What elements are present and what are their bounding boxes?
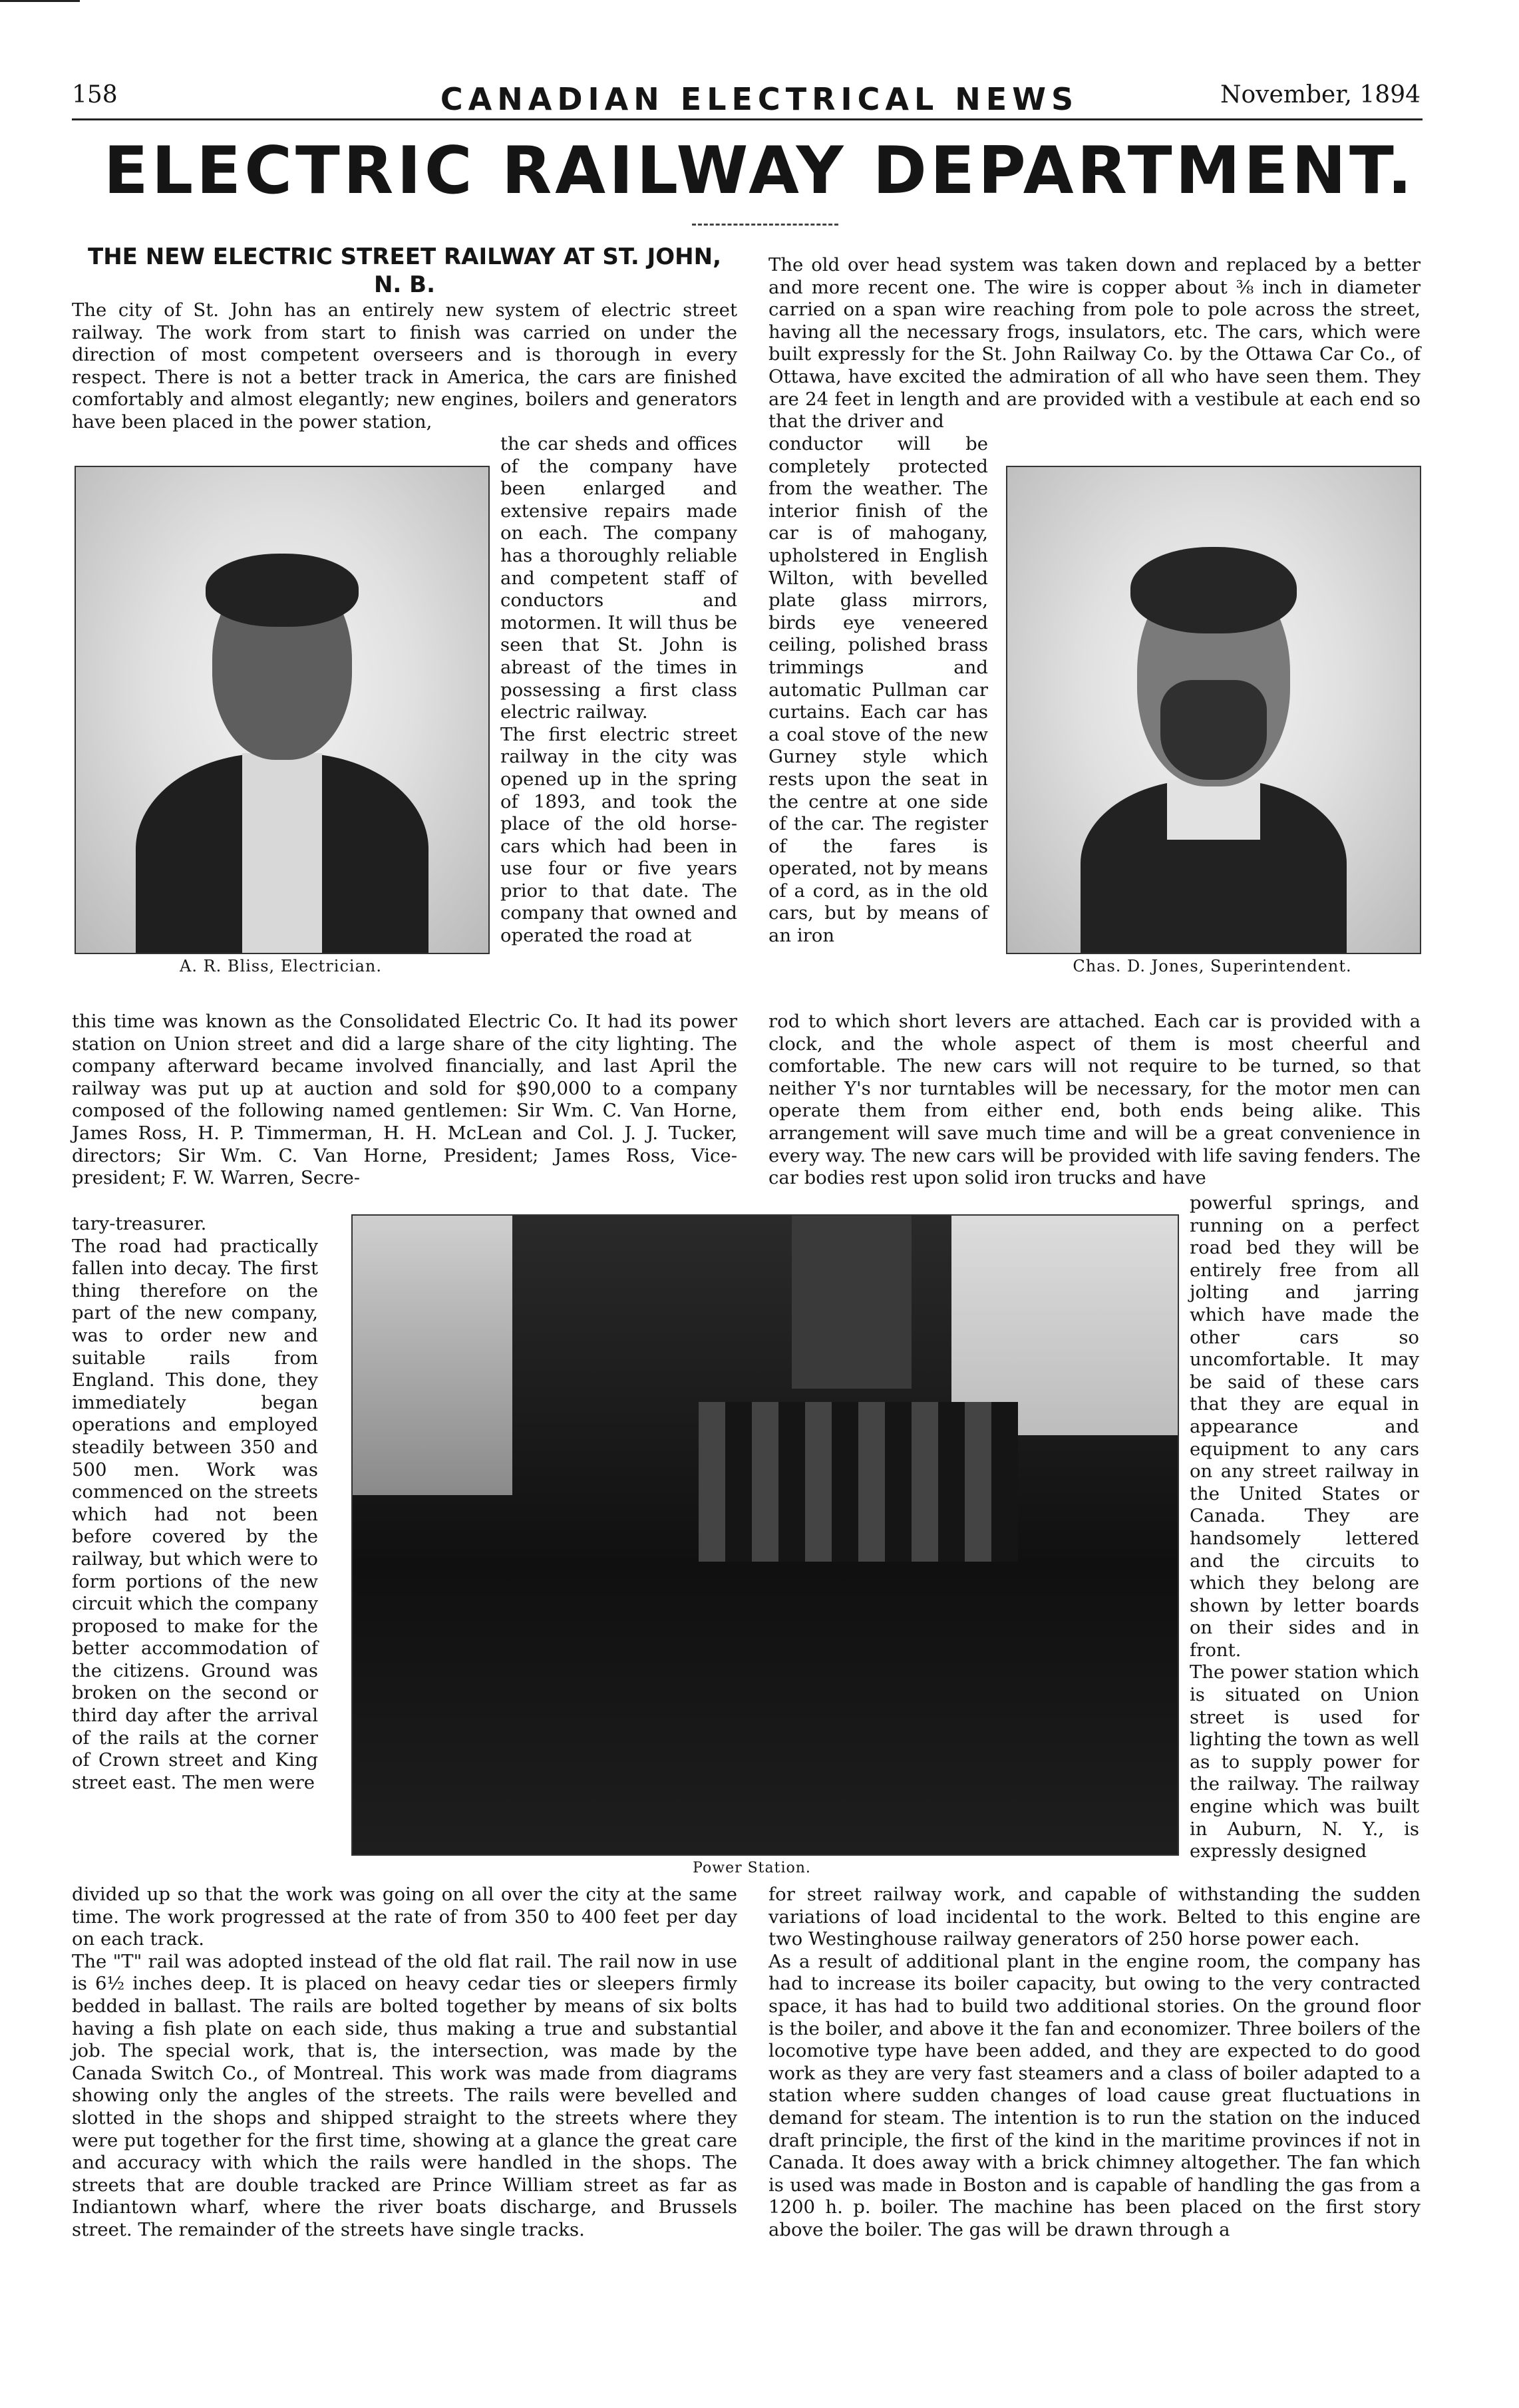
running-header	[0, 75, 1519, 117]
title-ornament	[692, 224, 838, 226]
article-title: THE NEW ELECTRIC STREET RAILWAY AT ST. JOHN, N. B.	[88, 244, 721, 298]
jones-hair	[1130, 547, 1297, 633]
jones-collar	[1167, 780, 1260, 840]
col1-beside-photo: the car sheds and offices of the company have been enlarged and extensive repairs made on each. The company has a thoroughly reliable and competent staff of conductors and motormen. It will thus be seen that St. John is abreast of the times in possessing a first class electric railway. The first electric street railway in the city was opened up in the spring of 1893, and took the place of the old horse-cars which had been in use four or five years prior to that date. The company that owned and operated the road at	[500, 433, 737, 947]
page-number: 158	[72, 81, 118, 108]
bliss-collar	[242, 753, 322, 953]
col2-top: The old over head system was taken down and replaced by a better and more recent one. The wire is copper about ⅜ inch in diameter carried on a span wire reaching from pole to pole across the street, having all the necessary frogs, insulators, etc. The cars, which were built expressly for the St. John Railway Co. by the Ottawa Car Co., of Ottawa, have excited the admiration of all who have seen them. They are 24 feet in length and are provided with a vestibule at each end so that the driver and	[768, 254, 1421, 432]
jones-beard	[1160, 680, 1267, 780]
department-title: ELECTRIC RAILWAY DEPARTMENT.	[103, 133, 1416, 209]
bliss-hair	[206, 554, 359, 627]
chimney	[792, 1216, 912, 1389]
magazine-title: CANADIAN ELECTRICAL NEWS	[440, 81, 1079, 117]
col1-bottom: divided up so that the work was going on all over the city at the same time. The work progressed at the rate of from 350 to 400 feet per day on each track. The "T" rail was adopted instead of the old flat rail. The rail now in use is 6½ inches deep. It is placed on heavy cedar ties or sleepers firmly bedded in ballast. The rails are bolted together by means of six bolts having a fish plate on each side, thus making a true and substantial job. The special work, that is, the intersection, was made by the Canada Switch Co., of Montreal. This work was made from diagrams showing only the angles of the streets. The rails were bevelled and slotted in the shops and shipped straight to the streets where they were put together for the first time, showing at a glance the great care and accuracy with which the rails were handled in the shops. The streets that are double tracked are Prince William street as far as Indiantown wharf, where the river boats discharge, and Brussels street. The remainder of the streets have single tracks.	[72, 1884, 737, 2240]
col2-mid: rod to which short levers are attached. Each car is provided with a clock, and the whole aspect of them is most cheerful and comfortable. The new cars will not require to be turned, so that neither Y's nor turntables will be necessary, for the motor men can operate them from either end, both ends being alike. This arrangement will save much time and will be a great convenience in every way. The new cars will be provided with life saving fenders. The car bodies rest upon solid iron trucks and have	[768, 1011, 1421, 1189]
top-corner-rule	[0, 0, 80, 2]
col2-bottom: for street railway work, and capable of withstanding the sudden variations of load incidental to the work. Belted to this engine are two Westinghouse railway generators of 250 horse power each. As a result of additional plant in the engine room, the company has had to increase its boiler capacity, but owing to the very contracted space, it has had to build two additional stories. On the ground floor is the boiler, and above it the fan and economizer. Three boilers of the locomotive type have been added, and they are expected to do good work as they are very fast steamers and a class of boiler adapted to a station where sudden changes of load cause great fluctuations in demand for steam. The intention is to run the station on the induced draft principle, the first of the kind in the maritime provinces if not in Canada. It does away with a brick chimney altogether. The fan which is used was made in Boston and is capable of handling the gas from a 1200 h. p. boiler. The machine has been placed on the first story above the boiler. The gas will be drawn through a	[768, 1884, 1421, 2240]
col1-intro: The city of St. John has an entirely new system of electric street railway. The work from start to finish was carried on under the direction of most competent overseers and is thorough in every respect. There is not a better track in America, the cars are finished comfortably and almost elegantly; new engines, boilers and generators have been placed in the power station,	[72, 299, 737, 432]
col2-beside-photo: conductor will be completely protected from the weather. The interior finish of the car is of mahogany, upholstered in English Wilton, with bevelled plate glass mirrors, birds eye veneered ceiling, polished brass trimmings and automatic Pullman car curtains. Each car has a coal stove of the new Gurney style which rests upon the seat in the centre at one side of the car. The register of the fares is operated, not by means of a cord, as in the old cars, but by means of an iron	[768, 433, 988, 947]
building-windows	[699, 1402, 1018, 1562]
col1-mid: this time was known as the Consolidated Electric Co. It had its power station on Union street and did a large share of the city lighting. The company afterward became involved financially, and last April the railway was put up at auction and sold for $90,000 to a company composed of the following named gentlemen: Sir Wm. C. Van Horne, James Ross, H. P. Timmerman, H. H. McLean and Col. J. J. Tucker, directors; Sir Wm. C. Van Horne, President; James Ross, Vice-president; F. W. Warren, Secre-	[72, 1011, 737, 1189]
power-station-photo	[351, 1214, 1179, 1856]
sky-left	[353, 1216, 512, 1495]
bliss-portrait	[75, 466, 490, 954]
col1-narrow: tary-treasurer. The road had practically fallen into decay. The first thing therefore on the part of the new company, was to order new and suitable rails from England. This done, they immediately began operations and employed steadily between 350 and 500 men. Work was commenced on the streets which had not been before covered by the railway, but which were to form portions of the new circuit which the company proposed to make for the better accommodation of the citizens. Ground was broken on the second or third day after the arrival of the rails at the corner of Crown street and King street east. The men were	[72, 1213, 319, 1793]
issue-date: November, 1894	[1220, 81, 1421, 108]
header-rule	[72, 118, 1423, 120]
col2-narrow: powerful springs, and running on a perfect road bed they will be entirely free from all jolting and jarring which have made the other cars so uncomfortable. It may be said of these cars that they are equal in appearance and equipment to any cars on any street railway in the United States or Canada. They are handsomely lettered and the circuits to which they belong are shown by letter boards on their sides and in front. The power station which is situated on Union street is used for lighting the town as well as to supply power for the railway. The railway engine which was built in Auburn, N. Y., is expressly designed	[1190, 1192, 1419, 1862]
jones-caption: Chas. D. Jones, Superintendent.	[1073, 957, 1352, 975]
power-station-caption: Power Station.	[693, 1860, 811, 1876]
bliss-caption: A. R. Bliss, Electrician.	[180, 957, 382, 975]
jones-portrait	[1006, 466, 1421, 954]
